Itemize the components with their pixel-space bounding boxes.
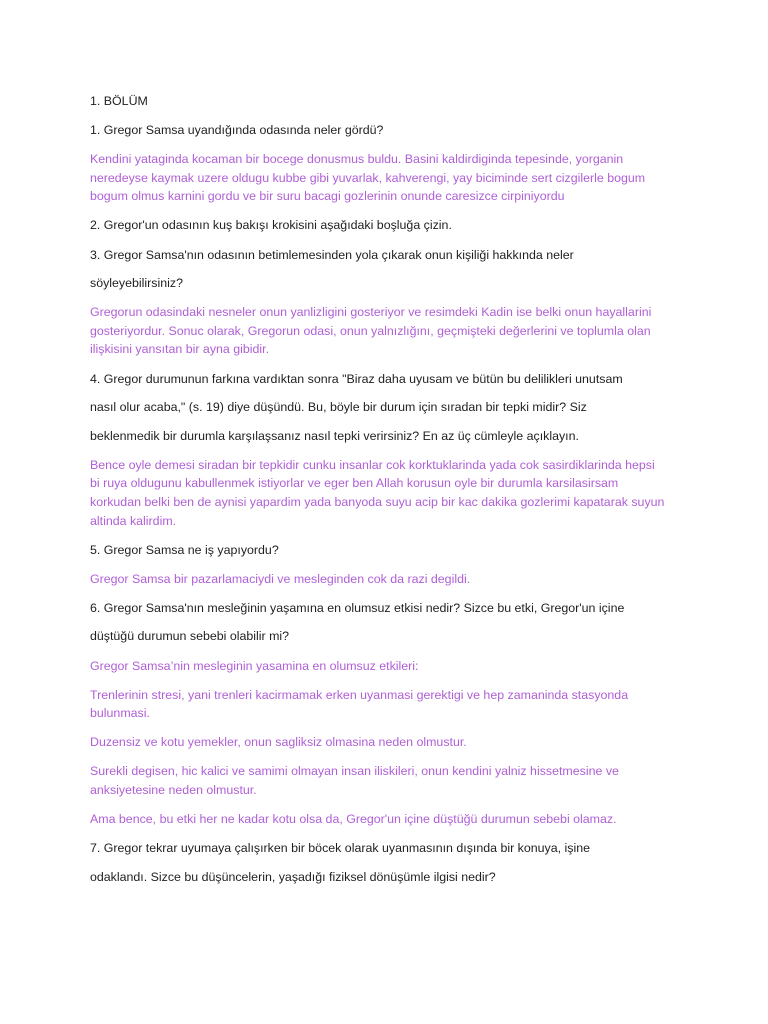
question-line: 2. Gregor'un odasının kuş bakışı krokisini aşağıdaki boşluğa çizin.	[90, 218, 452, 233]
question-block	[90, 839, 690, 886]
question-line: 1. Gregor Samsa uyandığında odasında neler gördü?	[90, 123, 384, 138]
answer-line: bi ruya oldugunu kabullenmek istiyorlar ve eger ben Allah korusun oyle bir durumla karsilasirsam	[90, 476, 619, 491]
answer-line: ilişkisini yansıtan bir ayna gibidir.	[90, 342, 270, 357]
question-line: 4. Gregor durumunun farkına vardıktan sonra "Biraz daha uyusam ve bütün bu delilikleri unutsam	[90, 371, 623, 386]
answer-line: bulunmasi.	[90, 706, 150, 721]
answer-block	[90, 456, 690, 530]
answer-line: bogum olmus karnini gordu ve bir suru bacagi gozlerinin onunde caresizce cirpiniyordu	[90, 189, 565, 204]
question-line: nasıl olur acaba," (s. 19) diye düşündü. Bu, böyle bir durum için sıradan bir tepki midir? Siz	[90, 400, 587, 415]
answer-block	[90, 733, 690, 752]
answer-block	[90, 686, 690, 723]
question-block	[90, 246, 690, 293]
question-line: düştüğü durumun sebebi olabilir mi?	[90, 629, 290, 644]
answer-line: Kendini yataginda kocaman bir bocege donusmus buldu. Basini kaldirdiginda tepesinde, yorganin	[90, 152, 624, 167]
question-block	[90, 216, 690, 235]
answer-block	[90, 810, 690, 829]
answer-line: Ama bence, bu etki her ne kadar kotu olsa da, Gregor'un içine düştüğü durumun sebebi olamaz.	[90, 812, 617, 827]
question-block	[90, 121, 690, 140]
question-line: söyleyebilirsiniz?	[90, 276, 183, 291]
answer-line: neredeyse kaymak uzere oldugu kubbe gibi yuvarlak, kahverengi, yay biciminde sert cizgilerle bogum	[90, 170, 646, 185]
answer-line: Bence oyle demesi siradan bir tepkidir cunku insanlar cok korktuklarinda yada cok sasirdiklarinda hepsi	[90, 457, 655, 472]
answer-line: altinda kalirdim.	[90, 513, 177, 528]
answer-line: Gregorun odasindaki nesneler onun yanlizligini gosteriyor ve resimdeki Kadin ise belki onun hayallarini	[90, 305, 652, 320]
question-line: 5. Gregor Samsa ne iş yapıyordu?	[90, 542, 279, 557]
answer-line: korkudan belki ben de aynisi yapardim yada banyoda suyu acip bir kac dakika gozlerimi kapatarak suyun	[90, 495, 665, 509]
answer-line: Trenlerinin stresi, yani trenleri kacirmamak erken uyanmasi gerektigi ve hep zamaninda stasyonda	[90, 687, 629, 702]
question-block	[90, 541, 690, 560]
answer-block	[90, 303, 690, 359]
question-block	[90, 370, 690, 446]
question-line: 3. Gregor Samsa'nın odasının betimlemesinden yola çıkarak onun kişiliği hakkında neler	[90, 247, 574, 262]
answer-line: Gregor Samsa bir pazarlamaciydi ve mesleginden cok da razi degildi.	[90, 571, 471, 586]
question-line: odaklandı. Sizce bu düşüncelerin, yaşadığı fiziksel dönüşümle ilgisi nedir?	[90, 869, 496, 884]
answer-block	[90, 570, 690, 589]
answer-line: gosteriyordur. Sonuc olarak, Gregorun odasi, onun yalnızlığını, geçmişteki değerlerini ve toplumla olan	[90, 323, 651, 338]
question-block	[90, 599, 690, 646]
question-line: 6. Gregor Samsa'nın mesleğinin yaşamına en olumsuz etkisi nedir? Sizce bu etki, Gregor'un içine	[90, 600, 625, 615]
answer-block	[90, 657, 690, 676]
answer-block	[90, 762, 690, 799]
question-line: 7. Gregor tekrar uyumaya çalışırken bir böcek olarak uyanmasının dışında bir konuya, işine	[90, 841, 590, 856]
answer-line: anksiyetesine neden olmustur.	[90, 783, 257, 798]
answer-line: Duzensiz ve kotu yemekler, onun sagliksiz olmasina neden olmustur.	[90, 735, 467, 750]
chapter-heading: 1. BÖLÜM	[90, 94, 148, 108]
answer-line: Gregor Samsa’nin mesleginin yasamina en olumsuz etkileri:	[90, 658, 419, 673]
answer-block	[90, 150, 690, 206]
answer-line: Surekli degisen, hic kalici ve samimi olmayan insan iliskileri, onun kendini yalniz hissetmesine ve	[90, 764, 619, 779]
question-line: beklenmedik bir durumla karşılaşsanız nasıl tepki verirsiniz? En az üç cümleyle açıklayın.	[90, 428, 579, 443]
document-body	[90, 92, 690, 897]
